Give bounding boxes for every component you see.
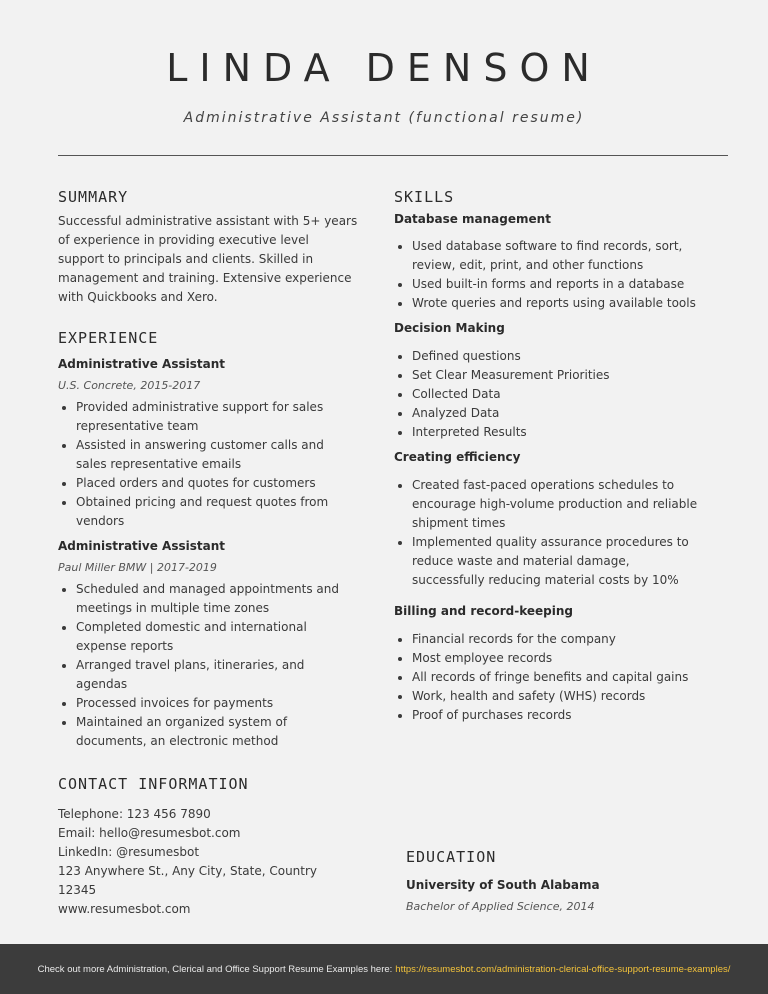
contact-website[interactable]: www.resumesbot.com bbox=[58, 902, 191, 916]
skill-bullet: • Defined questions bbox=[412, 347, 704, 366]
job-entry bbox=[58, 357, 358, 531]
skill-bullets bbox=[394, 347, 704, 442]
skill-bullet: • Interpreted Results bbox=[412, 423, 704, 442]
skill-group bbox=[394, 450, 704, 590]
skill-bullets bbox=[394, 476, 704, 590]
job-bullet: • Maintained an organized system of documents, an electronic method bbox=[76, 713, 358, 751]
skill-heading: Decision Making bbox=[394, 321, 505, 335]
education-degree: Bachelor of Applied Science, 2014 bbox=[406, 900, 595, 913]
job-bullet: • Completed domestic and international expense reports bbox=[76, 618, 358, 656]
summary-text: Successful administrative assistant with 5+ years of experience in providing executive level support to principals and clients. Skilled in management and training. Extensive experience with Quickbooks and Xero. bbox=[58, 214, 358, 304]
job-bullets bbox=[58, 398, 358, 531]
experience-section bbox=[58, 329, 358, 751]
skill-bullet: • Created fast-paced operations schedules to encourage high-volume production and reliable shipment times bbox=[412, 476, 704, 533]
footer-link[interactable]: https://resumesbot.com/administration-clerical-office-support-resume-examples/ bbox=[395, 963, 731, 975]
education-section bbox=[406, 848, 706, 913]
header-divider bbox=[58, 155, 728, 156]
job-bullets bbox=[58, 580, 358, 751]
job-bullet: • Obtained pricing and request quotes from vendors bbox=[76, 493, 358, 531]
skill-bullets bbox=[394, 630, 704, 725]
skill-heading: Billing and record-keeping bbox=[394, 604, 573, 618]
skill-bullets bbox=[394, 237, 704, 313]
skill-bullet: • Wrote queries and reports using available tools bbox=[412, 294, 704, 313]
contact-section bbox=[58, 775, 358, 919]
footer-text: Check out more Administration, Clerical and Office Support Resume Examples here: bbox=[37, 963, 393, 975]
skill-bullet: • Proof of purchases records bbox=[412, 706, 704, 725]
skill-bullet: • Used built-in forms and reports in a database bbox=[412, 275, 704, 294]
job-entry bbox=[58, 539, 358, 751]
skill-group bbox=[394, 321, 704, 442]
summary-title: SUMMARY bbox=[58, 188, 129, 206]
contact-title: CONTACT INFORMATION bbox=[58, 775, 249, 793]
contact-email[interactable]: Email: hello@resumesbot.com bbox=[58, 826, 241, 840]
skill-bullet: • Work, health and safety (WHS) records bbox=[412, 687, 704, 706]
job-bullet: • Provided administrative support for sales representative team bbox=[76, 398, 358, 436]
candidate-name: LINDA DENSON bbox=[166, 46, 602, 90]
skill-bullet: • All records of fringe benefits and capital gains bbox=[412, 668, 704, 687]
skill-bullet: • Most employee records bbox=[412, 649, 704, 668]
summary-section bbox=[58, 188, 358, 307]
job-bullet: • Arranged travel plans, itineraries, and agendas bbox=[76, 656, 358, 694]
skill-group bbox=[394, 212, 704, 313]
contact-linkedin[interactable]: LinkedIn: @resumesbot bbox=[58, 845, 200, 859]
left-column bbox=[58, 188, 358, 919]
experience-title: EXPERIENCE bbox=[58, 329, 159, 347]
skill-heading: Creating efficiency bbox=[394, 450, 521, 464]
skill-bullet: • Set Clear Measurement Priorities bbox=[412, 366, 704, 385]
job-bullet: • Placed orders and quotes for customers bbox=[76, 474, 358, 493]
job-title: Administrative Assistant bbox=[58, 539, 225, 553]
skills-title: SKILLS bbox=[394, 188, 455, 206]
job-bullet: • Assisted in answering customer calls and sales representative emails bbox=[76, 436, 358, 474]
footer-banner bbox=[0, 944, 768, 994]
skill-bullet: • Collected Data bbox=[412, 385, 704, 404]
skill-heading: Database management bbox=[394, 212, 551, 226]
job-meta: Paul Miller BMW | 2017-2019 bbox=[58, 561, 217, 574]
skill-bullet: • Implemented quality assurance procedures to reduce waste and material damage, successfully reducing material costs by 10% bbox=[412, 533, 704, 590]
contact-address: 123 Anywhere St., Any City, State, Country 12345 bbox=[58, 864, 318, 897]
education-title: EDUCATION bbox=[406, 848, 497, 866]
job-title: Administrative Assistant bbox=[58, 357, 225, 371]
skill-bullet: • Financial records for the company bbox=[412, 630, 704, 649]
candidate-subtitle: Administrative Assistant (functional resume) bbox=[183, 110, 585, 126]
education-school: University of South Alabama bbox=[406, 878, 600, 892]
skill-group bbox=[394, 604, 704, 725]
right-column bbox=[394, 188, 704, 725]
job-meta: U.S. Concrete, 2015-2017 bbox=[58, 379, 201, 392]
skills-section bbox=[394, 188, 704, 725]
job-bullet: • Scheduled and managed appointments and meetings in multiple time zones bbox=[76, 580, 358, 618]
contact-telephone: Telephone: 123 456 7890 bbox=[58, 807, 211, 821]
skill-bullet: • Analyzed Data bbox=[412, 404, 704, 423]
job-bullet: • Processed invoices for payments bbox=[76, 694, 358, 713]
skill-bullet: • Used database software to find records, sort, review, edit, print, and other functions bbox=[412, 237, 704, 275]
